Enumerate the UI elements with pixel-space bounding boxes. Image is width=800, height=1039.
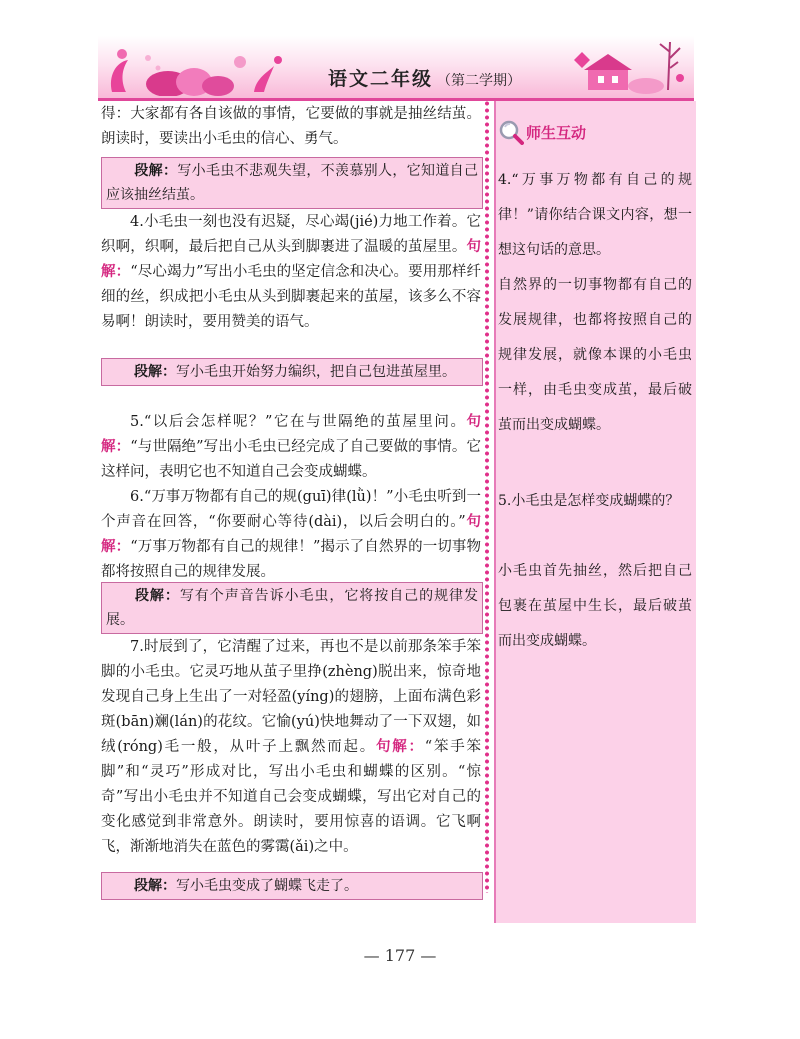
analysis-text: 写有个声音告诉小毛虫，它将按自己的规律发展。 xyxy=(106,588,479,628)
paragraph-analysis-box-3 xyxy=(101,582,483,634)
sidebar-heading xyxy=(496,119,586,145)
analysis-text: 写小毛虫开始努力编织，把自己包进茧屋里。 xyxy=(176,364,456,380)
paragraph-7: 7.时辰到了，它清醒了过来，再也不是以前那条笨手笨脚的小毛虫。它灵巧地从茧子里挣(zhèng)脱出来，惊奇地发现自己身上生出了一对轻盈(yíng)的翅膀，上面布满色彩斑(bān)斓(lán)的花纹。它愉(yú)快地舞动了一下双翅，如绒(róng)毛一般，从叶子上飘然而起。句解：“笨手笨脚”和“灵巧”形成对比，写出小毛虫和蝴蝶的区别。“惊奇”写出小毛虫并不知道自己会变成蝴蝶，写出它对自己的变化感觉到非常意外。朗读时，要用惊喜的语调。它飞啊飞，渐渐地消失在蓝色的雾霭(ǎi)之中。 xyxy=(101,639,481,855)
answer-5: 小毛虫首先抽丝，然后把自己包裹在茧屋中生长，最后破茧而出变成蝴蝶。 xyxy=(498,563,692,649)
paragraph-analysis-box-1 xyxy=(101,157,483,209)
sentence-analysis-tag: 句解： xyxy=(376,739,425,755)
teacher-student-interaction-sidebar xyxy=(494,101,696,923)
question-4: 4.“万事万物都有自己的规律！”请你结合课文内容，想一想这句话的意思。 xyxy=(498,172,692,258)
main-text-column xyxy=(101,100,481,900)
sentence-analysis-tag: 句解： xyxy=(101,239,481,280)
page-number: — 177 — xyxy=(363,946,437,965)
paragraph-analysis-box-4 xyxy=(101,872,483,900)
header-title-block xyxy=(328,64,521,92)
paragraph-6: 6.“万事万物都有自己的规(guī)律(lǜ)！”小毛虫听到一个声音在回答，“你要耐心等待(dài)，以后会明白的。”句解：“万事万物都有自己的规律！”揭示了自然界的一切事物都将按照自己的规律发展。 xyxy=(101,489,482,580)
book-subtitle: （第二学期） xyxy=(437,73,522,89)
answer-4: 自然界的一切事物都有自己的发展规律，也都将按照自己的规律发展，就像本课的小毛虫一样，由毛虫变成茧，最后破茧而出变成蝴蝶。 xyxy=(498,277,692,433)
analysis-tag: 段解： xyxy=(134,878,176,894)
paragraph-analysis-box-2 xyxy=(101,358,483,386)
paragraph-continued: 得：大家都有各自该做的事情，它要做的事就是抽丝结茧。朗读时，要读出小毛虫的信心、勇气。 xyxy=(101,106,481,147)
dotted-divider xyxy=(484,100,490,893)
question-5: 5.小毛虫是怎样变成蝴蝶的？ xyxy=(498,493,680,509)
analysis-tag: 段解： xyxy=(134,364,176,380)
decorative-hearts-left-icon xyxy=(98,42,298,96)
analysis-text: 写小毛虫不悲观失望，不羡慕别人，它知道自己应该抽丝结茧。 xyxy=(106,163,479,203)
sidebar-heading-text: 师生互动 xyxy=(526,123,587,142)
sentence-analysis-tag: 句解： xyxy=(101,514,482,555)
analysis-tag: 段解： xyxy=(134,588,180,604)
analysis-text: 写小毛虫变成了蝴蝶飞走了。 xyxy=(176,878,358,894)
book-title: 语文二年级 xyxy=(328,68,434,90)
sentence-analysis-tag: 句解： xyxy=(101,414,481,455)
decorative-house-right-icon xyxy=(568,38,694,96)
magnifier-icon xyxy=(498,119,524,145)
paragraph-4: 4.小毛虫一刻也没有迟疑，尽心竭(jié)力地工作着。它织啊，织啊，最后把自己从头到脚裹进了温暖的茧屋里。句解：“尽心竭力”写出小毛虫的坚定信念和决心。要用那样纤细的丝，织成把小毛虫从头到脚裹起来的茧屋，该多么不容易啊！朗读时，要用赞美的语气。 xyxy=(101,214,482,330)
paragraph-5: 5.“以后会怎样呢？”它在与世隔绝的茧屋里问。句解：“与世隔绝”写出小毛虫已经完成了自己要做的事情。它这样问，表明它也不知道自己会变成蝴蝶。 xyxy=(101,414,482,480)
analysis-tag: 段解： xyxy=(134,163,178,179)
page-header xyxy=(98,36,694,101)
